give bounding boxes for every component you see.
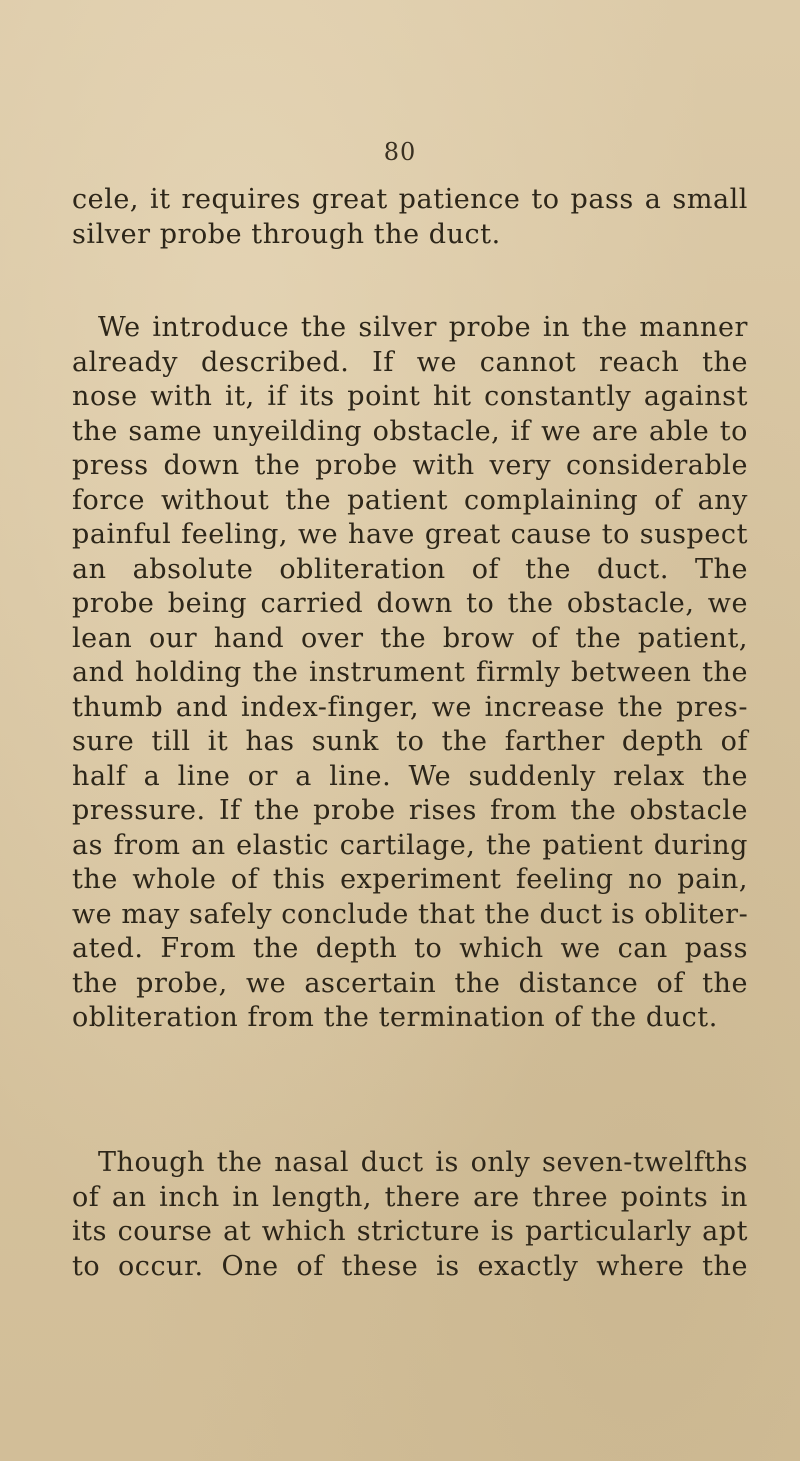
- text-line: We introduce the silver probe in the manner: [98, 312, 748, 343]
- text-line: sure till it has sunk to the farther depth of: [72, 726, 748, 757]
- text-line: we may safely conclude that the duct is obliter-: [72, 898, 749, 930]
- text-line: nose with it, if its point hit constantly against: [72, 381, 748, 412]
- text-line: as from an elastic cartilage, the patient during: [72, 829, 748, 861]
- text-line: Though the nasal duct is only seven-twelfths: [98, 1147, 748, 1178]
- text-line: its course at which stricture is particularly apt: [72, 1216, 748, 1247]
- text-line: half a line or a line. We suddenly relax the: [72, 760, 748, 792]
- text-line: thumb and index-finger, we increase the pres-: [72, 691, 748, 723]
- text-line: the probe, we ascertain the distance of the: [72, 967, 748, 999]
- paragraph-1: [72, 183, 748, 252]
- text-line: the whole of this experiment feeling no pain,: [72, 864, 748, 895]
- text-line: already described. If we cannot reach the: [72, 346, 748, 378]
- text-line: lean our hand over the brow of the patient,: [72, 622, 748, 654]
- text-line: press down the probe with very considerable: [72, 450, 748, 481]
- paragraph-2: [72, 311, 748, 1036]
- text-line: to occur. One of these is exactly where the: [72, 1250, 748, 1282]
- text-line: an absolute obliteration of the duct. The: [72, 553, 748, 585]
- text-line: cele, it requires great patience to pass a small: [72, 184, 748, 215]
- text-line: and holding the instrument firmly between the: [72, 657, 748, 688]
- text-line: of an inch in length, there are three points in: [72, 1181, 748, 1213]
- paragraph-3: [72, 1146, 748, 1284]
- text-line: pressure. If the probe rises from the obstacle: [72, 795, 748, 826]
- text-line: obliteration from the termination of the duct.: [72, 1002, 718, 1033]
- text-line: the same unyeilding obstacle, if we are able to: [72, 415, 748, 447]
- text-line: probe being carried down to the obstacle, we: [72, 588, 748, 619]
- text-line: silver probe through the duct.: [72, 218, 501, 250]
- text-line: ated. From the depth to which we can pass: [72, 933, 748, 964]
- text-line: force without the patient complaining of any: [72, 484, 748, 516]
- page-number: 80: [383, 138, 417, 166]
- text-line: painful feeling, we have great cause to suspect: [72, 519, 748, 550]
